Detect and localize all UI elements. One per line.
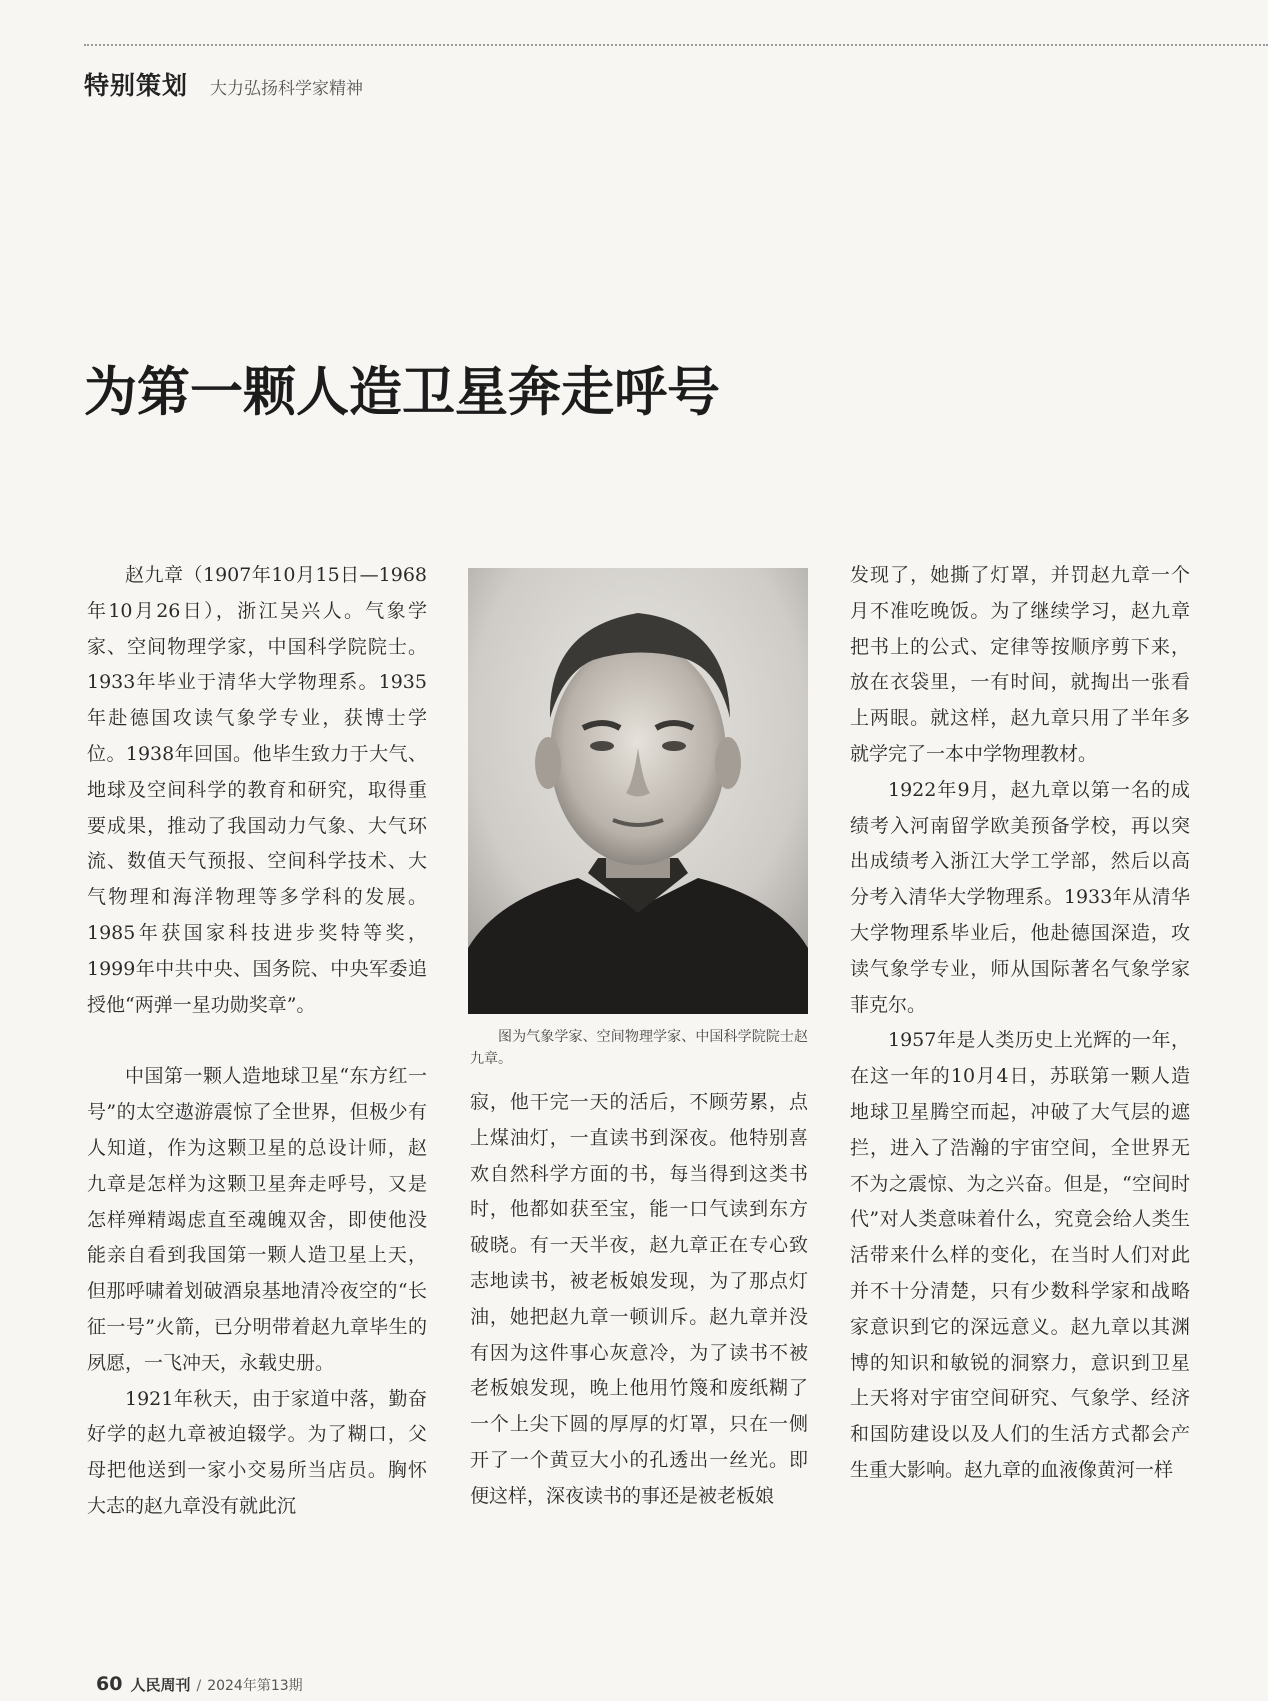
body-paragraph-5: 1922年9月，赵九章以第一名的成绩考入河南留学欧美预备学校，再以突出成绩考入浙江大学工学部，然后以高分考入清华大学物理系。1933年从清华大学物理系毕业后，他赴德国深造，攻读气象学专业，师从国际著名气象学家菲克尔。 bbox=[850, 778, 1190, 1016]
column-3 bbox=[850, 558, 1190, 1489]
top-rule bbox=[84, 44, 1268, 46]
footer-separator: / bbox=[196, 1678, 202, 1694]
subsection-label: 大力弘扬科学家精神 bbox=[210, 79, 364, 99]
column-1 bbox=[87, 558, 427, 1525]
body-paragraph-6: 1957年是人类历史上光辉的一年，在这一年的10月4日，苏联第一颗人造地球卫星腾空而起，冲破了大气层的遮拦，进入了浩瀚的宇宙空间，全世界无不为之震惊、为之兴奋。但是，“空间时代”对人类意味着什么，究竟会给人类生活带来什么样的变化，在当时人们对此并不十分清楚，只有少数科学家和战略家意识到它的深远意义。赵九章以其渊博的知识和敏锐的洞察力，意识到卫星上天将对宇宙空间研究、气象学、经济和国防建设以及人们的生活方式都会产生重大影响。赵九章的血液像黄河一样 bbox=[850, 1029, 1190, 1481]
bio-paragraph: 赵九章（1907年10月15日—1968年10月26日），浙江吴兴人。气象学家、空间物理学家，中国科学院院士。1933年毕业于清华大学物理系。1935年赴德国攻读气象学专业，获博士学位。1938年回国。他毕生致力于大气、地球及空间科学的教育和研究，取得重要成果，推动了我国动力气象、大气环流、数值天气预报、空间科学技术、大气物理和海洋物理等多学科的发展。1985年获国家科技进步奖特等奖，1999年中共中央、国务院、中央军委追授他“两弹一星功勋奖章”。 bbox=[87, 564, 427, 1016]
column-2 bbox=[470, 1085, 808, 1515]
portrait-photo bbox=[468, 568, 808, 1014]
page-footer bbox=[96, 1673, 303, 1695]
body-paragraph-1: 中国第一颗人造地球卫星“东方红一号”的太空遨游震惊了全世界，但极少有人知道，作为这颗卫星的总设计师，赵九章是怎样为这颗卫星奔走呼号，又是怎样殚精竭虑直至魂魄双舍，即使他没能亲自看到我国第一颗人造卫星上天，但那呼啸着划破酒泉基地清冷夜空的“长征一号”火箭，已分明带着赵九章毕生的夙愿，一飞冲天，永载史册。 bbox=[87, 1065, 427, 1374]
magazine-name: 人民周刊 bbox=[130, 1676, 191, 1694]
issue-label: 2024年第13期 bbox=[207, 1678, 303, 1694]
section-label: 特别策划 bbox=[84, 71, 189, 100]
body-paragraph-3: 寂，他干完一天的活后，不顾劳累，点上煤油灯，一直读书到深夜。他特别喜欢自然科学方面的书，每当得到这类书时，他都如获至宝，能一口气读到东方破晓。有一天半夜，赵九章正在专心致志地读书，被老板娘发现，为了那点灯油，她把赵九章一顿训斥。赵九章并没有因为这件事心灰意冷，为了读书不被老板娘发现，晚上他用竹篾和废纸糊了一个上尖下圆的厚厚的灯罩，只在一侧开了一个黄豆大小的孔透出一丝光。即便这样，深夜读书的事还是被老板娘 bbox=[470, 1091, 808, 1507]
portrait-icon bbox=[468, 568, 808, 1014]
article-title: 为第一颗人造卫星奔走呼号 bbox=[84, 361, 720, 423]
page-number: 60 bbox=[96, 1673, 123, 1695]
page-header bbox=[84, 66, 363, 102]
body-paragraph-4: 发现了，她撕了灯罩，并罚赵九章一个月不准吃晚饭。为了继续学习，赵九章把书上的公式、定律等按顺序剪下来，放在衣袋里，一有时间，就掏出一张看上两眼。就这样，赵九章只用了半年多就学完了一本中学物理教材。 bbox=[850, 564, 1190, 765]
photo-caption: 图为气象学家、空间物理学家、中国科学院院士赵九章。 bbox=[470, 1029, 808, 1067]
body-paragraph-2: 1921年秋天，由于家道中落，勤奋好学的赵九章被迫辍学。为了糊口，父母把他送到一家小交易所当店员。胸怀大志的赵九章没有就此沉 bbox=[87, 1387, 427, 1517]
